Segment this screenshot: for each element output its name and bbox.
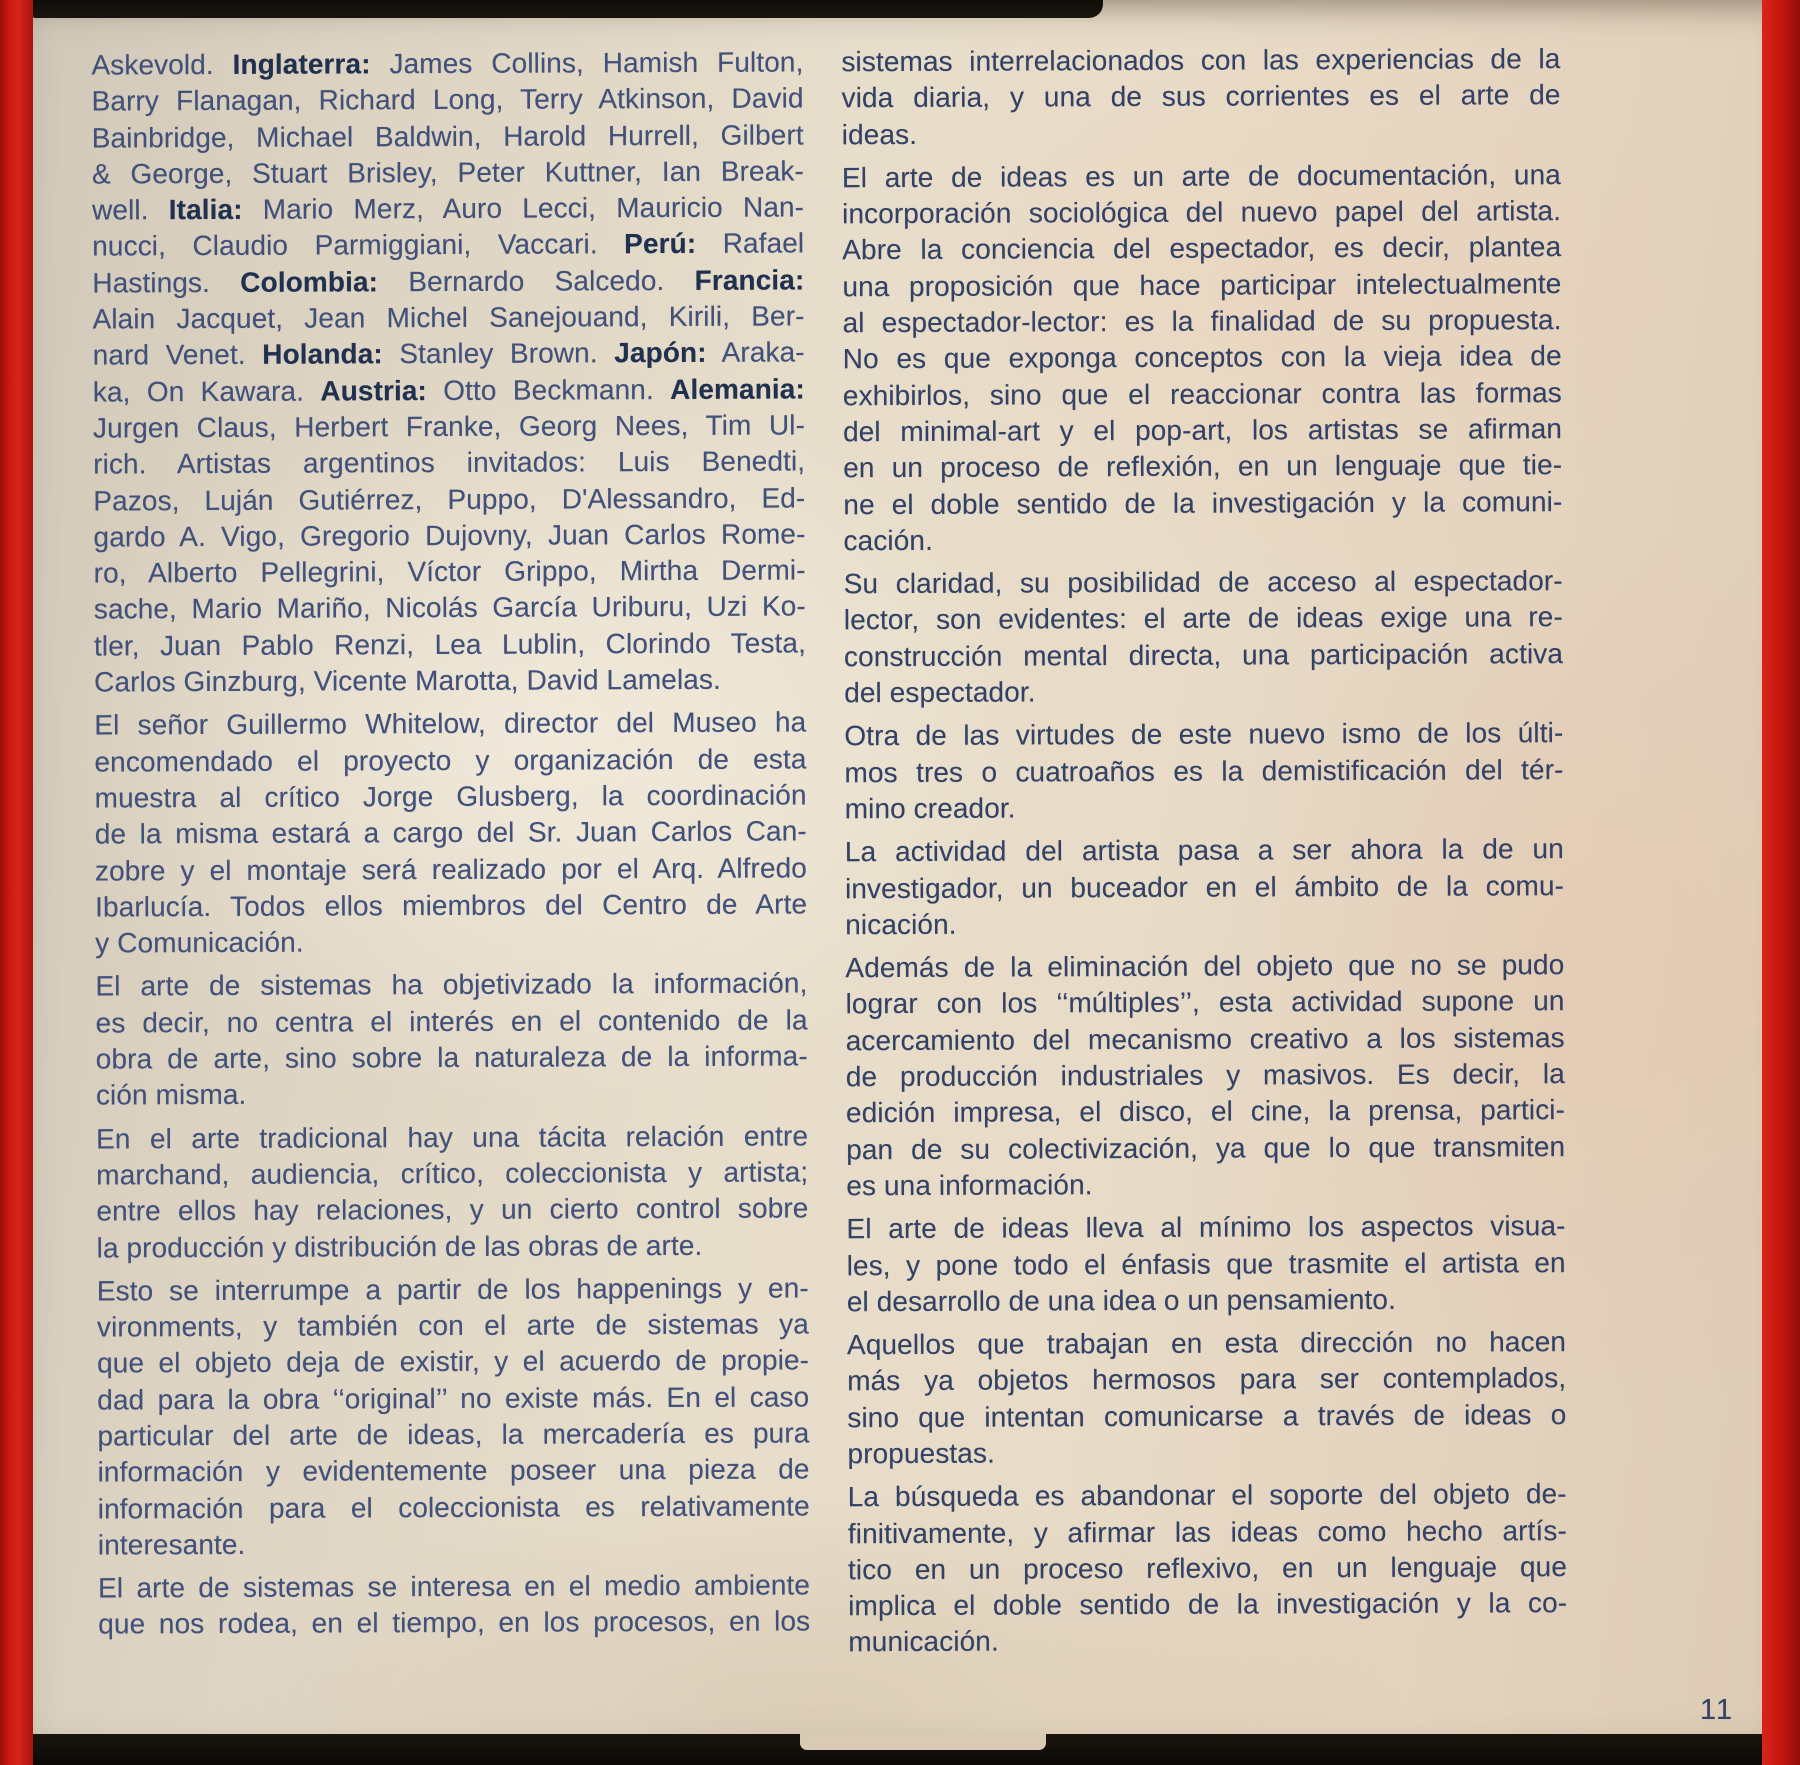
text-line: [94, 661, 806, 700]
text-run: & George, Stuart Brisley, Peter Kuttner, Ian Break-: [91, 155, 804, 190]
text-line: [846, 1092, 1565, 1131]
text-line: [848, 1622, 1567, 1661]
text-line: [846, 1165, 1565, 1204]
text-run: muestra al crítico Jorge Glusberg, la coordinación: [94, 779, 807, 814]
text-line: [842, 77, 1561, 116]
text-line: [96, 1154, 808, 1193]
bold-country-label: Alemania:: [670, 373, 805, 405]
text-run: La búsqueda es abandonar el soporte del objeto de-: [847, 1478, 1567, 1513]
text-run: particular del arte de ideas, la mercadería es pura: [97, 1417, 810, 1452]
text-line: [847, 1281, 1566, 1320]
text-line: [846, 1020, 1565, 1059]
text-run: al espectador-lector: es la finalidad de su propuesta.: [842, 304, 1562, 339]
text-line: [845, 831, 1564, 870]
text-line: [91, 44, 803, 83]
text-line: [94, 705, 806, 744]
bold-country-label: Colombia:: [240, 266, 379, 298]
text-run: Bernardo Salcedo.: [377, 264, 695, 298]
text-run: pan de su colectivización, ya que lo que transmiten: [846, 1130, 1566, 1165]
text-run: información y evidentemente poseer una pieza de: [97, 1453, 810, 1488]
text-run: Alain Jacquet, Jean Michel Sanejouand, Kirili, Ber-: [92, 300, 805, 335]
text-line: [95, 777, 807, 816]
text-run: Araka-: [706, 336, 805, 369]
text-line: [95, 923, 807, 962]
text-run: cación.: [843, 524, 933, 557]
text-run: ka, On Kawara.: [92, 375, 321, 408]
text-line: [847, 1433, 1566, 1472]
text-line: [98, 1488, 810, 1527]
paragraph: [91, 44, 806, 700]
text-run: encomendado el proyecto y organización de esta: [94, 743, 807, 778]
text-run: marchand, audiencia, crítico, coleccionista y artista;: [96, 1156, 809, 1191]
text-line: [92, 298, 804, 337]
text-line: [98, 1524, 810, 1563]
text-run: mino creador.: [844, 792, 1016, 825]
text-line: [842, 302, 1561, 341]
text-run: tico en un proceso reflexivo, en un lenguaje que: [847, 1550, 1568, 1586]
bold-country-label: Holanda:: [262, 338, 383, 371]
text-line: [843, 411, 1562, 450]
text-line: [97, 1379, 809, 1418]
text-line: [94, 589, 806, 628]
text-line: [842, 266, 1561, 305]
text-run: en un proceso de reflexión, en un lenguaje que tie-: [843, 449, 1563, 484]
text-line: [94, 741, 806, 780]
paragraph: [98, 1568, 810, 1644]
text-line: [97, 1343, 809, 1382]
text-run: sache, Mario Mariño, Nicolás García Uriburu, Uzi Ko-: [93, 590, 806, 625]
text-line: [97, 1415, 809, 1454]
text-run: El señor Guillermo Whitelow, director del Museo ha: [94, 706, 807, 741]
text-run: finitivamente, y afirmar las ideas como hecho artís-: [847, 1514, 1567, 1549]
text-run: Jurgen Claus, Herbert Franke, Georg Nees, Tim Ul-: [92, 409, 806, 444]
paragraph: [848, 1476, 1568, 1661]
text-line: [845, 984, 1564, 1023]
text-line: [95, 966, 807, 1005]
text-run: vida diaria, y una de sus corrientes es el arte de: [841, 79, 1561, 114]
text-run: dad para la obra ‘‘original’’ no existe más. En el caso: [97, 1381, 810, 1416]
text-line: [843, 447, 1562, 486]
text-run: tler, Juan Pablo Renzi, Lea Lublin, Clorindo Testa,: [93, 627, 807, 662]
text-run: Abre la conciencia del espectador, es decir, plantea: [842, 231, 1562, 266]
text-line: [97, 1306, 809, 1345]
text-line: [98, 1568, 810, 1607]
text-run: La actividad del artista pasa a ser ahora la de un: [844, 833, 1564, 868]
bold-country-label: Italia:: [168, 194, 243, 226]
text-run: mos tres o cuatroaños es la demistificación del tér-: [844, 753, 1564, 788]
text-run: es una información.: [846, 1169, 1093, 1202]
text-line: [843, 375, 1562, 414]
text-run: James Collins, Hamish Fulton,: [370, 46, 804, 80]
text-line: [93, 371, 805, 410]
text-line: [97, 1227, 809, 1266]
text-line: [92, 190, 804, 229]
text-run: ideas.: [841, 118, 918, 150]
text-run: del minimal-art y el pop-art, los artistas se afirman: [842, 413, 1563, 448]
text-run: del espectador.: [844, 676, 1036, 709]
left-red-border: [0, 0, 33, 1765]
text-run: de producción industriales y masivos. Es decir, la: [845, 1058, 1565, 1093]
text-run: El arte de sistemas ha objetivizado la información,: [95, 967, 808, 1002]
text-run: nicación.: [845, 908, 957, 941]
text-line: [93, 335, 805, 374]
text-line: [94, 553, 806, 592]
paragraph: [96, 1118, 809, 1266]
text-run: que nos rodea, en el tiempo, en los procesos, en los: [98, 1605, 811, 1640]
text-run: interesante.: [97, 1528, 246, 1561]
text-line: [848, 1549, 1567, 1588]
text-run: well.: [91, 194, 169, 226]
text-run: Ibarlucía. Todos ellos miembros del Centro de Arte: [95, 888, 808, 923]
text-line: [845, 868, 1564, 907]
text-run: Aquellos que trabajan en esta dirección no hacen: [846, 1326, 1567, 1361]
text-line: [843, 520, 1562, 559]
text-run: propuestas.: [847, 1437, 995, 1470]
text-run: Askevold.: [91, 48, 233, 81]
paragraph: [844, 715, 1563, 827]
paragraph: [845, 947, 1565, 1204]
text-line: [847, 1397, 1566, 1436]
text-line: [92, 117, 804, 156]
right-red-border: [1762, 0, 1800, 1765]
text-run: El arte de sistemas se interesa en el medio ambiente: [98, 1569, 811, 1604]
text-run: les, y pone todo el énfasis que trasmite el artista en: [846, 1246, 1566, 1281]
text-run: Hastings.: [92, 266, 241, 299]
text-run: entre ellos hay relaciones, y un cierto control sobre: [96, 1192, 809, 1227]
text-line: [844, 563, 1563, 602]
text-line: [96, 1002, 808, 1041]
text-run: ne el doble sentido de la investigación y la comuni-: [843, 485, 1563, 520]
text-line: [96, 1118, 808, 1157]
text-run: vironments, y también con el arte de sistemas ya: [96, 1308, 809, 1343]
bold-country-label: Austria:: [320, 374, 428, 407]
paragraph: [841, 41, 1560, 153]
text-run: lector, son evidentes: el arte de ideas exige una re-: [843, 601, 1563, 636]
text-run: Otto Beckmann.: [426, 373, 671, 406]
text-run: El arte de ideas es un arte de documentación, una: [841, 159, 1561, 194]
text-line: [96, 1191, 808, 1230]
text-run: nucci, Claudio Parmiggiani, Vaccari.: [92, 228, 625, 263]
text-line: [92, 226, 804, 265]
text-line: [848, 1476, 1567, 1515]
text-line: [98, 1604, 810, 1643]
text-run: de la misma estará a cargo del Sr. Juan Carlos Can-: [94, 815, 807, 850]
text-run: una proposición que hace participar intelectualmente: [842, 267, 1562, 303]
text-run: Bainbridge, Michael Baldwin, Harold Hurrell, Gilbert: [91, 119, 804, 154]
text-line: [97, 1270, 809, 1309]
text-run: exhibirlos, sino que el reaccionar contra las formas: [842, 376, 1562, 411]
text-line: [845, 904, 1564, 943]
paragraph: [844, 563, 1564, 711]
text-line: [841, 41, 1560, 80]
text-run: ción misma.: [95, 1079, 247, 1111]
paragraph: [847, 1324, 1567, 1472]
paragraph: [94, 705, 807, 962]
text-run: información para el coleccionista es relativamente: [97, 1489, 810, 1525]
text-run: rich. Artistas argentinos invitados: Luis Benedti,: [93, 445, 806, 480]
text-line: [843, 338, 1562, 377]
text-line: [844, 600, 1563, 639]
text-run: y Comunicación.: [95, 926, 304, 959]
text-run: Además de la eliminación del objeto que no se pudo: [845, 949, 1565, 984]
text-line: [842, 230, 1561, 269]
text-run: implica el doble sentido de la investigación y la co-: [848, 1587, 1568, 1622]
text-line: [96, 1038, 808, 1077]
text-run: En el arte tradicional hay una tácita relación entre: [96, 1120, 809, 1155]
text-run: obra de arte, sino sobre la naturaleza de la informa-: [95, 1040, 808, 1075]
paragraph: [845, 831, 1564, 943]
text-line: [93, 480, 805, 519]
text-run: Barry Flanagan, Richard Long, Terry Atkinson, David: [91, 82, 804, 117]
page-number: 11: [1700, 1694, 1735, 1726]
text-run: Pazos, Luján Gutiérrez, Puppo, D'Alessandro, Ed-: [93, 481, 806, 517]
text-line: [846, 1056, 1565, 1095]
text-line: [844, 672, 1563, 711]
text-line: [847, 1324, 1566, 1363]
paragraph: [97, 1270, 810, 1563]
text-run: Stanley Brown.: [382, 337, 615, 370]
text-run: ro, Alberto Pellegrini, Víctor Grippo, Mirtha Dermi-: [93, 554, 806, 589]
text-line: [95, 850, 807, 889]
paragraph: [95, 966, 808, 1114]
text-run: Otra de las virtudes de este nuevo ismo de los últi-: [844, 717, 1564, 752]
text-line: [844, 752, 1563, 791]
text-line: [842, 114, 1561, 153]
bold-country-label: Francia:: [694, 264, 805, 296]
text-run: incorporación sociológica del nuevo papel del artista.: [842, 195, 1562, 230]
text-run: nard Venet.: [92, 339, 263, 371]
text-line: [92, 153, 804, 192]
bold-country-label: Perú:: [624, 228, 697, 260]
text-line: [842, 157, 1561, 196]
text-line: [848, 1585, 1567, 1624]
text-line: [93, 444, 805, 483]
bold-country-label: Inglaterra:: [232, 48, 371, 80]
text-run: acercamiento del mecanismo creativo a los sistemas: [845, 1021, 1565, 1056]
text-line: [95, 814, 807, 853]
text-line: [842, 193, 1561, 232]
text-run: Su claridad, su posibilidad de acceso al espectador-: [843, 565, 1563, 600]
text-line: [844, 636, 1563, 675]
text-line: [845, 788, 1564, 827]
bold-country-label: Japón:: [614, 337, 707, 369]
text-run: que el objeto deja de existir, y el acuerdo de propie-: [97, 1344, 810, 1379]
top-black-bar: [33, 0, 1103, 18]
text-line: [97, 1452, 809, 1491]
text-run: El arte de ideas lleva al mínimo los aspectos visua-: [846, 1210, 1566, 1245]
text-run: sistemas interrelacionados con las experiencias de la: [841, 43, 1561, 78]
text-line: [92, 81, 804, 120]
text-run: construcción mental directa, una participación activa: [843, 637, 1564, 672]
text-run: lograr con los ‘‘múltiples’’, esta actividad supone un: [845, 985, 1565, 1020]
text-line: [96, 1075, 808, 1114]
text-line: [847, 1360, 1566, 1399]
paragraph: [842, 157, 1563, 559]
text-line: [846, 1208, 1565, 1247]
paragraph: [846, 1208, 1565, 1320]
text-run: Esto se interrumpe a partir de los happenings y en-: [96, 1272, 809, 1307]
text-line: [94, 625, 806, 664]
text-run: gardo A. Vigo, Gregorio Dujovny, Juan Carlos Rome-: [93, 518, 806, 553]
text-run: la producción y distribución de las obras de arte.: [96, 1229, 703, 1264]
text-line: [843, 484, 1562, 523]
text-run: sino que intentan comunicarse a través de ideas o: [847, 1398, 1567, 1433]
bottom-bar-notch: [800, 1734, 1046, 1750]
left-text-column: [91, 44, 810, 1650]
text-run: No es que exponga conceptos con la vieja idea de: [842, 340, 1562, 375]
text-run: investigador, un buceador en el ámbito de la comu-: [844, 869, 1565, 904]
text-line: [846, 1129, 1565, 1168]
text-line: [93, 407, 805, 446]
text-line: [847, 1245, 1566, 1284]
text-run: Mario Merz, Auro Lecci, Mauricio Nan-: [242, 191, 805, 226]
text-line: [95, 886, 807, 925]
text-run: más ya objetos hermosos para ser contemplados,: [847, 1362, 1567, 1397]
text-line: [845, 947, 1564, 986]
text-run: Rafael: [696, 227, 805, 260]
text-run: es decir, no centra el interés en el contenido de la: [95, 1004, 808, 1039]
text-run: Carlos Ginzburg, Vicente Marotta, David Lamelas.: [94, 663, 721, 698]
right-text-column: [841, 41, 1567, 1668]
text-line: [93, 516, 805, 555]
text-run: municación.: [848, 1626, 999, 1658]
text-run: edición impresa, el disco, el cine, la prensa, partici-: [845, 1094, 1566, 1129]
text-run: el desarrollo de una idea o un pensamiento.: [846, 1283, 1397, 1318]
text-run: zobre y el montaje será realizado por el Arq. Alfredo: [94, 851, 808, 887]
text-line: [848, 1513, 1567, 1552]
text-line: [844, 715, 1563, 754]
text-line: [92, 262, 804, 301]
